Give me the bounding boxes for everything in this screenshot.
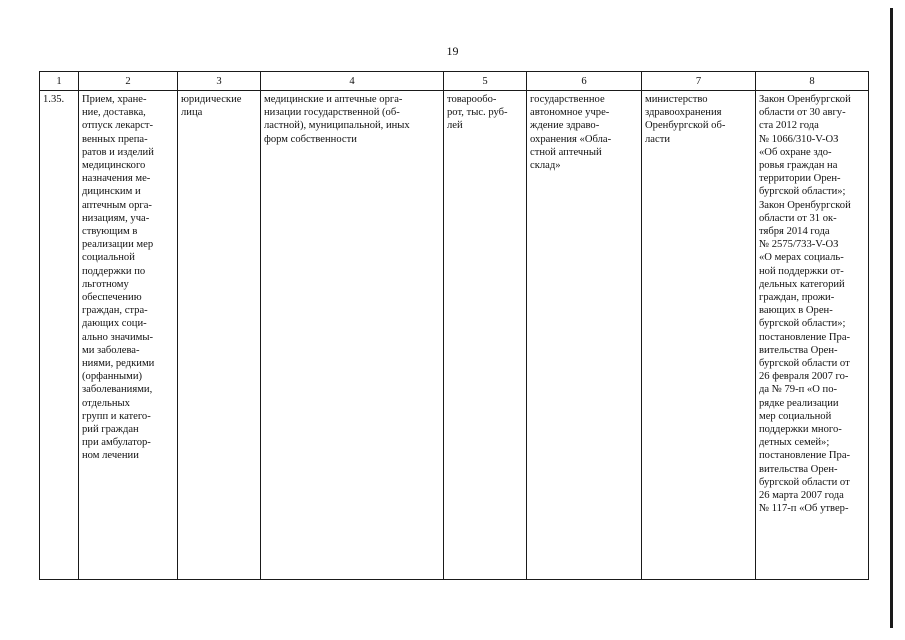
column-number-6: 6 <box>527 72 642 91</box>
document-table <box>39 71 869 580</box>
column-number-1: 1 <box>40 72 79 91</box>
institution-cell: государственное автономное учре- ждение здраво- охранения «Обла- стной аптечный склад» <box>527 91 642 580</box>
activity-cell: Прием, хране- ние, доставка, отпуск лекарст- венных препа- ратов и изделий медицинского назначения ме- дицинским и аптечным орга- низациям, уча- ствующим в реализации мер социальной поддержки по льготному обеспечению граждан, стра- дающих соци- ально значимы- ми заболева- ниями, редкими (орфанными) заболеваниями, отдельных групп и катего- рий граждан при амбулатор- ном лечении <box>79 91 178 580</box>
legal-basis-cell: Закон Оренбургской области от 30 авгу- ста 2012 года № 1066/310-V-ОЗ «Об охране здо- ровья граждан на территории Орен- бургской области»; Закон Оренбургской области от 31 ок- тября 2014 года № 2575/733-V-ОЗ «О мерах социаль- ной поддержки от- дельных категорий граждан, прожи- вающих в Орен- бургской области»; постановление Пра- вительства Орен- бургской области от 26 февраля 2007 го- да № 79-п «О по- рядке реализации мер социальной поддержки много- детных семей»; постановление Пра- вительства Орен- бургской области от 26 марта 2007 года № 117-п «Об утвер- <box>756 91 869 580</box>
column-number-7: 7 <box>642 72 756 91</box>
subject-type-cell: юридические лица <box>178 91 261 580</box>
page-edge-line <box>890 8 893 628</box>
indicator-cell: товарообо- рот, тыс. руб- лей <box>444 91 527 580</box>
column-number-5: 5 <box>444 72 527 91</box>
table-header-row <box>40 72 869 91</box>
organizations-cell: медицинские и аптечные орга- низации государственной (об- ластной), муниципальной, иных форм собственности <box>261 91 444 580</box>
column-number-4: 4 <box>261 72 444 91</box>
table-row <box>40 91 869 580</box>
column-number-2: 2 <box>79 72 178 91</box>
row-number-cell: 1.35. <box>40 91 79 580</box>
column-number-3: 3 <box>178 72 261 91</box>
page-number: 19 <box>446 44 459 58</box>
ministry-cell: министерство здравоохранения Оренбургской об- ласти <box>642 91 756 580</box>
column-number-8: 8 <box>756 72 869 91</box>
